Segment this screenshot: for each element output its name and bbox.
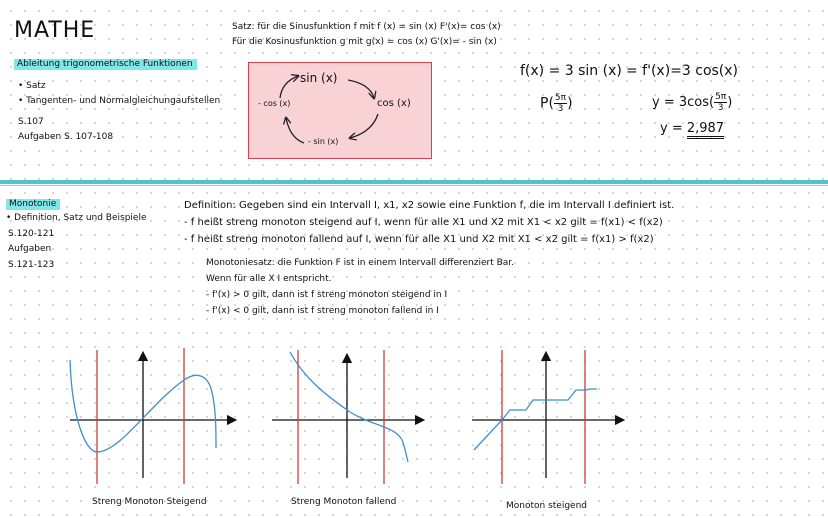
handwritten-eq1: f(x) = 3 sin (x) bbox=[520, 63, 622, 79]
cycle-cos: cos (x) bbox=[377, 98, 411, 109]
satz-cos-line: Für die Kosinusfunktion g mit g(x) = cos (x) G'(x)= - sin (x) bbox=[232, 37, 497, 47]
caption-strictly-increasing: Streng Monoton Steigend bbox=[92, 497, 207, 507]
y1-prefix: y = 3cos( bbox=[652, 95, 715, 110]
section2-pages: S.120-121 bbox=[8, 229, 55, 239]
graph-monotone-increasing bbox=[472, 350, 620, 484]
y1-num: 5π bbox=[715, 92, 727, 102]
definition-increasing: - f heißt streng monoton steigend auf I, wenn für alle X1 und X2 mit X1 < x2 gilt = f(x1) < f(x2) bbox=[184, 217, 663, 228]
section2-heading-text: Monotonie bbox=[6, 199, 60, 210]
y2-prefix: y = bbox=[660, 121, 687, 136]
section2-tasks-pages: S.121-123 bbox=[8, 260, 55, 270]
point-den: 3 bbox=[557, 104, 564, 114]
cycle-neg-sin: - sin (x) bbox=[308, 137, 339, 146]
caption-strictly-decreasing: Streng Monoton fallend bbox=[291, 497, 397, 507]
section1-tasks: Aufgaben S. 107-108 bbox=[18, 132, 114, 142]
section2-tasks-label: Aufgaben bbox=[8, 244, 52, 254]
monotoniesatz-line2: Wenn für alle X I entspricht. bbox=[206, 274, 332, 284]
page-title: MATHE bbox=[14, 18, 96, 43]
caption-monotone-increasing: Monoton steigend bbox=[506, 501, 588, 511]
curve bbox=[290, 352, 408, 462]
cycle-sin: sin (x) bbox=[300, 71, 338, 85]
graph-strictly-decreasing bbox=[272, 350, 420, 484]
y1-den: 3 bbox=[717, 103, 724, 113]
section1-heading-text: Ableitung trigonometrische Funktionen bbox=[14, 59, 197, 70]
section1-bullet-tangent: • Tangenten- und Normalgleichungaufstellen bbox=[18, 96, 221, 106]
section1-bullet-satz: • Satz bbox=[18, 81, 46, 91]
point-prefix: P( bbox=[540, 95, 554, 112]
graph-strictly-increasing bbox=[70, 348, 232, 484]
y2-value: 2,987 bbox=[687, 122, 724, 139]
section1-page: S.107 bbox=[18, 117, 44, 127]
y1-suffix: ) bbox=[727, 95, 733, 110]
definition-text: Definition: Gegeben sind ein Intervall I, x1, x2 sowie eine Funktion f, die im Intervall I definiert ist. bbox=[184, 200, 675, 211]
satz-sin-line: Satz: für die Sinusfunktion f mit f (x) = sin (x) F'(x)= cos (x) bbox=[232, 22, 501, 32]
definition-decreasing: - f heißt streng monoton fallend auf I, wenn für alle X1 und X2 mit X1 < x2 gilt = f(x1) > f(x2) bbox=[184, 234, 654, 245]
cycle-neg-cos: - cos (x) bbox=[258, 99, 291, 108]
handwritten-eq2: = f'(x)=3 cos(x) bbox=[626, 63, 739, 79]
section2-bullet: • Definition, Satz und Beispiele bbox=[6, 213, 147, 223]
monotoniesatz-line3: - f'(x) > 0 gilt, dann ist f streng monoton steigend in I bbox=[206, 290, 448, 300]
monotoniesatz-line1: Monotoniesatz: die Funktion F ist in einem Intervall differenziert Bar. bbox=[206, 258, 515, 268]
point-suffix: ) bbox=[567, 95, 573, 112]
point-num: 5π bbox=[554, 93, 567, 103]
monotoniesatz-line4: - f'(x) < 0 gilt, dann ist f streng monoton fallend in I bbox=[206, 306, 439, 316]
